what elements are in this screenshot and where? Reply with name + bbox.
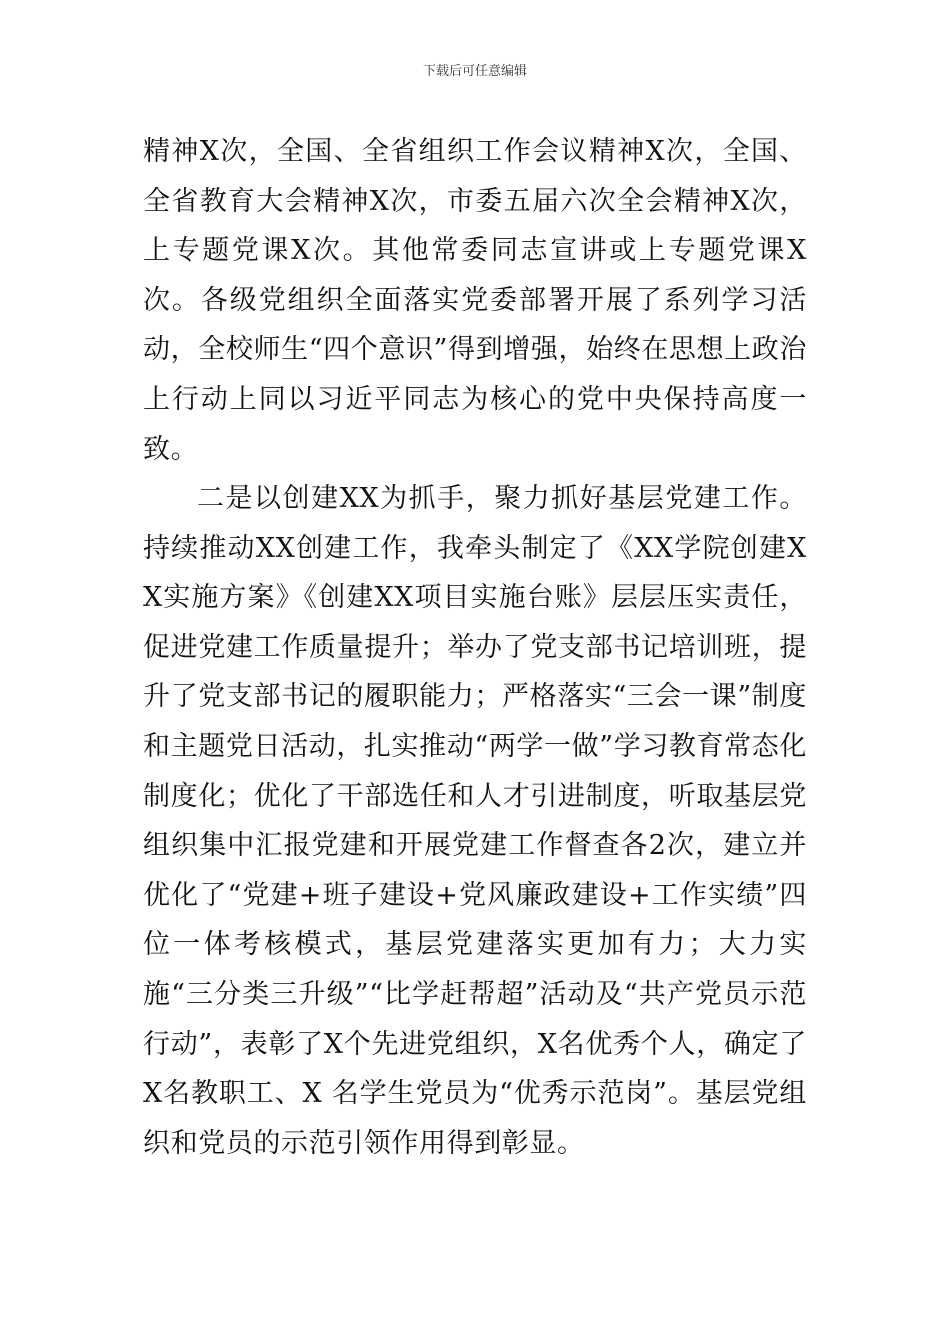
body-paragraph-1: 精神X次，全国、全省组织工作会议精神X次，全国、全省教育大会精神X次，市委五届六次全会精神X次，上专题党课X次。其他常委同志宣讲或上专题党课X次。各级党组织全面落实党委部署开展了系列学习活动，全校师生“四个意识”得到增强，始终在思想上政治上行动上同以习近平同志为核心的党中央保持高度一致。 <box>143 136 807 465</box>
body-paragraph-2: 二是以创建XX为抓手，聚力抓好基层党建工作。持续推动XX创建工作，我牵头制定了《XX学院创建XX实施方案》《创建XX项目实施台账》层层压实责任，促进党建工作质量提升；举办了党支部书记培训班，提升了党支部书记的履职能力；严格落实“三会一课”制度和主题党日活动，扎实推动“两学一做”学习教育常态化制度化；优化了干部选任和人才引进制度，听取基层党组织集中汇报党建和开展党建工作督查各2次，建立并优化了“党建+班子建设+党风廉政建设+工作实绩”四位一体考核模式，基层党建落实更加有力；大力实施“三分类三升级”“比学赶帮超”活动及“共产党员示范行动”，表彰了X个先进党组织，X名优秀个人，确定了X名教职工、X 名学生党员为“优秀示范岗”。基层党组织和党员的示范引领作用得到彰显。 <box>143 483 807 1159</box>
header-note: 下载后可任意编辑 <box>422 64 527 79</box>
